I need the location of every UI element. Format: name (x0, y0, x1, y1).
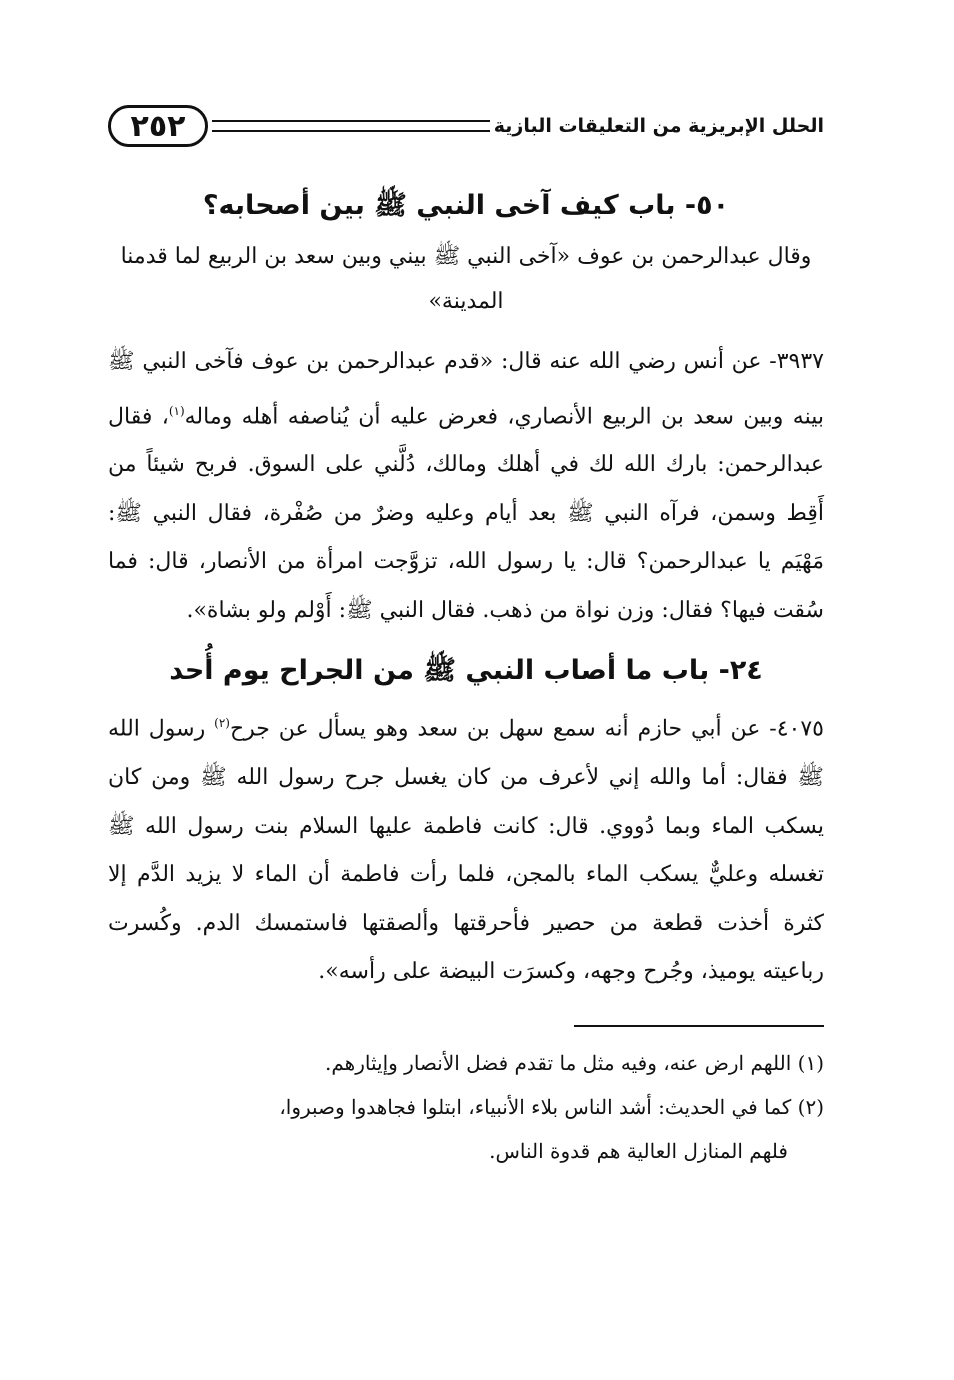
hadith-3937-text-a: ٣٩٣٧- عن أنس رضي الله عنه قال: «قدم عبدالرحمن بن عوف فآخى النبي ﷺ بينه وبين سعد بن الربيع الأنصاري، فعرض عليه أن يُناصفه أهله وماله (108, 349, 824, 429)
hadith-3937 (108, 338, 824, 635)
chapter-heading-50: ٥٠- باب كيف آخى النبي ﷺ بين أصحابه؟ (202, 190, 730, 221)
hadith-4075-text-a: ٤٠٧٥- عن أبي حازم أنه سمع سهل بن سعد وهو يسأل عن جرح (229, 716, 824, 742)
running-header (108, 100, 824, 152)
bab-quote: وقال عبدالرحمن بن عوف «آخى النبي ﷺ بيني وبين سعد بن الربيع لما قدمنا المدينة» (120, 244, 812, 314)
hadith-4075 (108, 699, 824, 996)
footnote-separator (574, 1025, 824, 1027)
page-content (108, 178, 824, 1173)
hadith-4075-text-b: رسول الله ﷺ فقال: أما والله إني لأعرف من كان يغسل جرح رسول الله ﷺ ومن كان يسكب الماء وبما دُووي. قال: كانت فاطمة عليها السلام بنت رسول الله ﷺ تغسله وعليٌّ يسكب الماء بالمجن، فلما رأت فاطمة أن الماء لا يزيد الدَّم إلا كثرة أخذت قطعة من حصير فأحرقتها وألصقتها فاستمسك الدم. وكُسرت رباعيته يوميذ، وجُرح وجهه، وكسرَت البيضة على رأسه». (108, 716, 824, 985)
page-number: ٢٥٢ (108, 105, 208, 147)
book-title: الحلل الإبريزية من التعليقات البازية (493, 115, 824, 137)
footnote-marker-1: (١) (168, 403, 185, 418)
footnote-marker-2: (٢) (214, 716, 230, 731)
chapter-heading-24: ٢٤- باب ما أصاب النبي ﷺ من الجراح يوم أُحد (169, 655, 763, 687)
header-rule (212, 120, 490, 132)
footnote-1: (١) اللهم ارض عنه، وفيه مثل ما تقدم فضل الأنصار وإيثارهم. (325, 1050, 824, 1075)
footnote-2-line-1: (٢) كما في الحديث: أشد الناس بلاء الأنبياء، ابتلوا فجاهدوا وصبروا، (279, 1094, 824, 1119)
hadith-3937-text-b: ، فقال عبدالرحمن: بارك الله لك في أهلك ومالك، دُلَّني على السوق. فربح شيئاً من أَقِط وسمن، فرآه النبي ﷺ بعد أيام وعليه وضرٌ من صُفْرة، فقال النبي ﷺ: مَهْيَم يا عبدالرحمن؟ قال: يا رسول الله، تزوَّجت امرأة من الأنصار، قال: فما سُقت فيها؟ فقال: وزن نواة من ذهب. فقال النبي ﷺ: أَوْلم ولو بشاة». (108, 403, 824, 623)
footnote-2-line-2: فلهم المنازل العالية هم قدوة الناس. (489, 1138, 788, 1163)
